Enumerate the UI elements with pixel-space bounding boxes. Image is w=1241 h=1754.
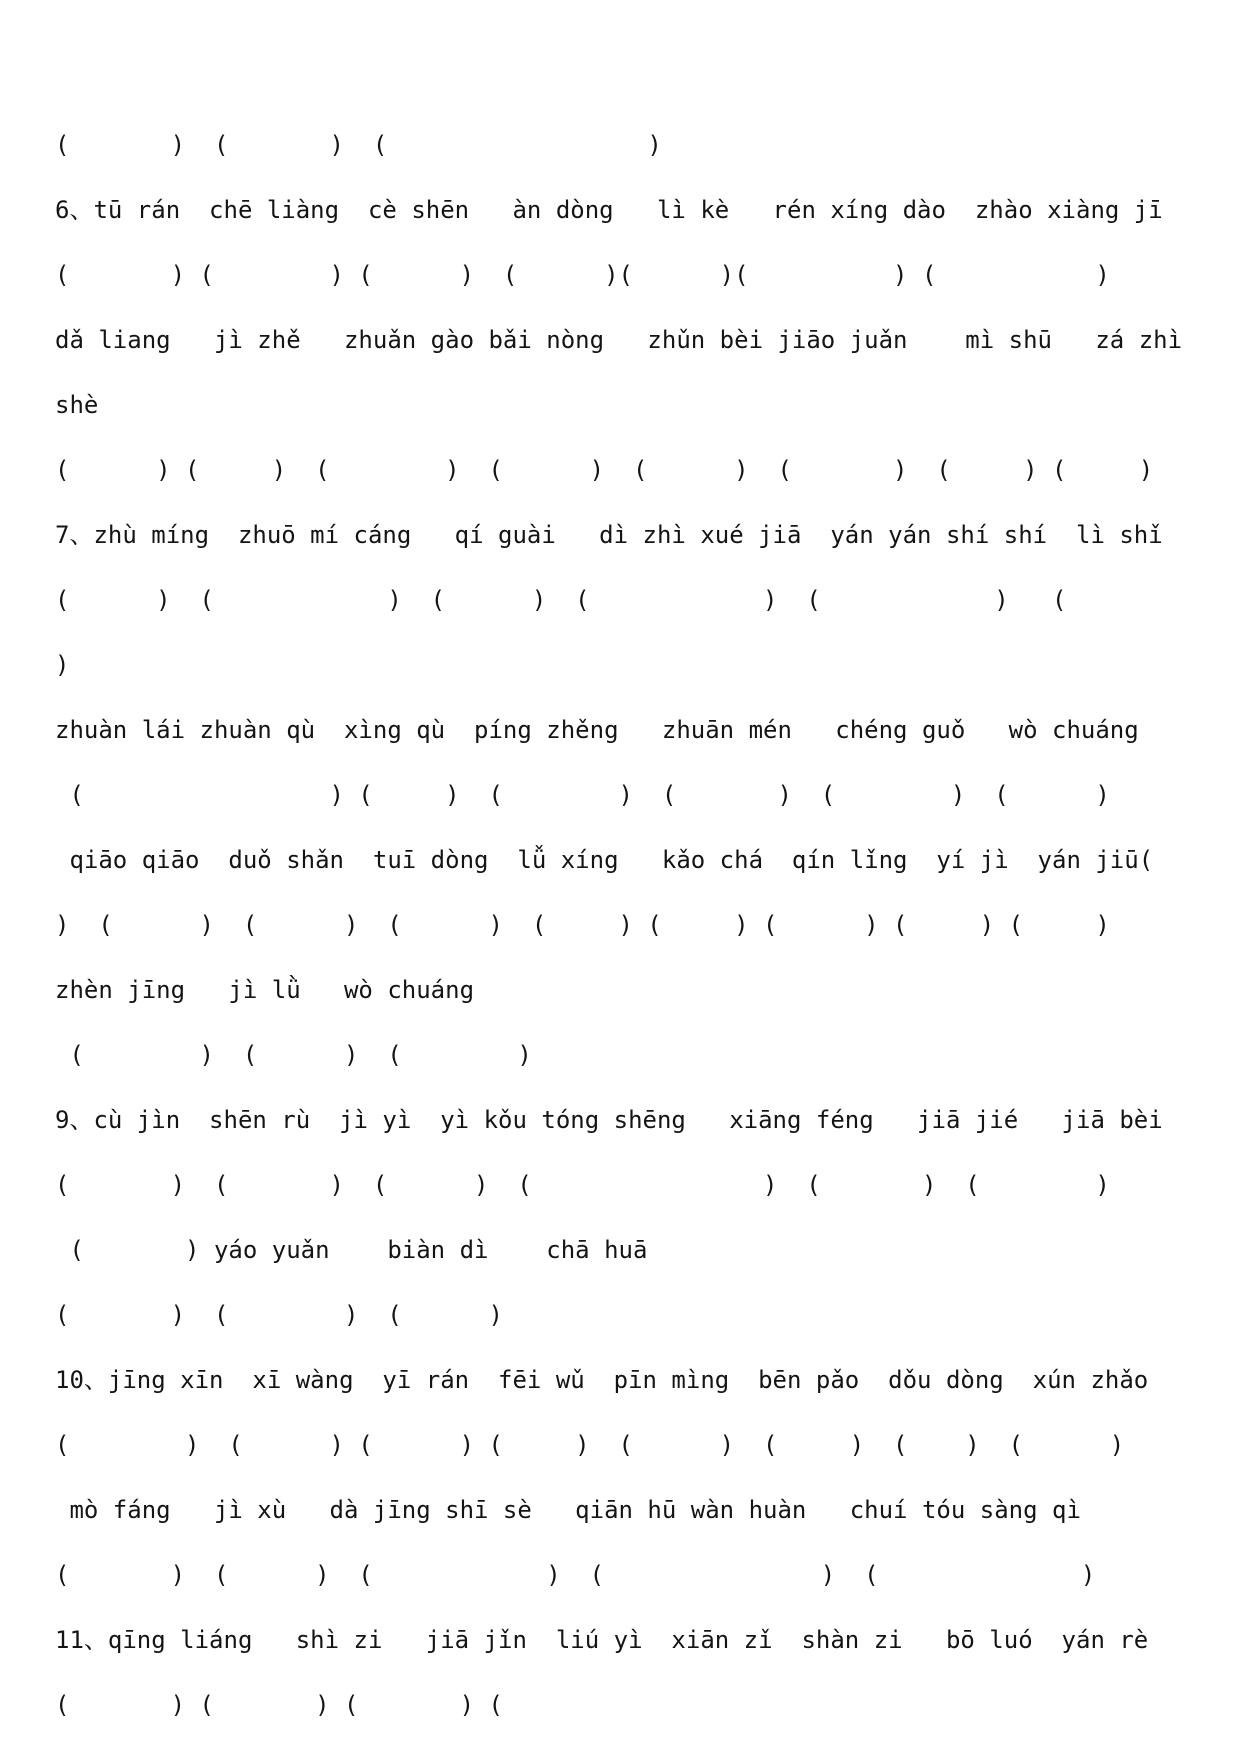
answer-blanks-row: ( ) ( ) ( ) ( <box>55 1691 503 1719</box>
answer-blanks-row: ( ) ( ) ( ) ( )( )( ) ( ) <box>55 261 1110 289</box>
answer-blanks-row: ( ) ( ) ( ) ( ) ( ) ( ) ( ) ( ) <box>55 456 1154 484</box>
pinyin-line-yao-yuan: ( ) yáo yuǎn biàn dì chā huā <box>55 1236 648 1264</box>
pinyin-line-zhen-jing: zhèn jīng jì lǜ wò chuáng <box>55 976 475 1004</box>
answer-blanks-row: ( ) ( ) ( ) <box>55 1301 503 1329</box>
pinyin-line-overflow-she: shè <box>55 391 99 419</box>
answer-blanks-row: ( ) ( ) ( ) ( ) ( ) ( <box>55 586 1067 614</box>
answer-blanks-row: ( ) ( ) ( ) ( ) ( ) <box>55 1561 1096 1589</box>
pinyin-line-item-10: 10、jīng xīn xī wàng yī rán fēi wǔ pīn mìng bēn pǎo dǒu dòng xún zhǎo <box>55 1366 1149 1394</box>
answer-blanks-row: ) ( ) ( ) ( ) ( ) ( ) ( ) ( ) ( ) <box>55 911 1110 939</box>
answer-blanks-row: ( ) ( ) ( ) ( ) ( ) ( ) ( ) ( ) <box>55 1431 1125 1459</box>
answer-blanks-row: ( ) ( ) ( ) ( ) ( ) ( ) <box>55 781 1110 809</box>
pinyin-line-item-11: 11、qīng liáng shì zi jiā jǐn liú yì xiān zǐ shàn zi bō luó yán rè <box>55 1626 1149 1654</box>
pinyin-line-item-9: 9、cù jìn shēn rù jì yì yì kǒu tóng shēng xiāng féng jiā jié jiā bèi <box>55 1106 1163 1134</box>
pinyin-line-item-6-continued: dǎ liang jì zhě zhuǎn gào bǎi nòng zhǔn bèi jiāo juǎn mì shū zá zhì <box>55 326 1183 354</box>
answer-blanks-row: ( ) ( ) ( ) <box>55 131 662 159</box>
pinyin-line-zhuan-lai-zhuan-qu: zhuàn lái zhuàn qù xìng qù píng zhěng zhuān mén chéng guǒ wò chuáng <box>55 716 1139 744</box>
pinyin-line-mo-fang: mò fáng jì xù dà jīng shī sè qiān hū wàn huàn chuí tóu sàng qì <box>55 1496 1081 1524</box>
answer-blanks-row: ( ) ( ) ( ) ( ) ( ) ( ) <box>55 1171 1110 1199</box>
pinyin-line-item-6: 6、tū rán chē liàng cè shēn àn dòng lì kè rén xíng dào zhào xiàng jī <box>55 196 1163 224</box>
answer-blanks-overflow-row: ) <box>55 651 70 679</box>
pinyin-line-qiao-qiao: qiāo qiāo duǒ shǎn tuī dòng lǚ xíng kǎo chá qín lǐng yí jì yán jiū( <box>55 846 1154 874</box>
pinyin-line-item-7: 7、zhù míng zhuō mí cáng qí guài dì zhì xué jiā yán yán shí shí lì shǐ <box>55 521 1163 549</box>
answer-blanks-row: ( ) ( ) ( ) <box>55 1041 532 1069</box>
